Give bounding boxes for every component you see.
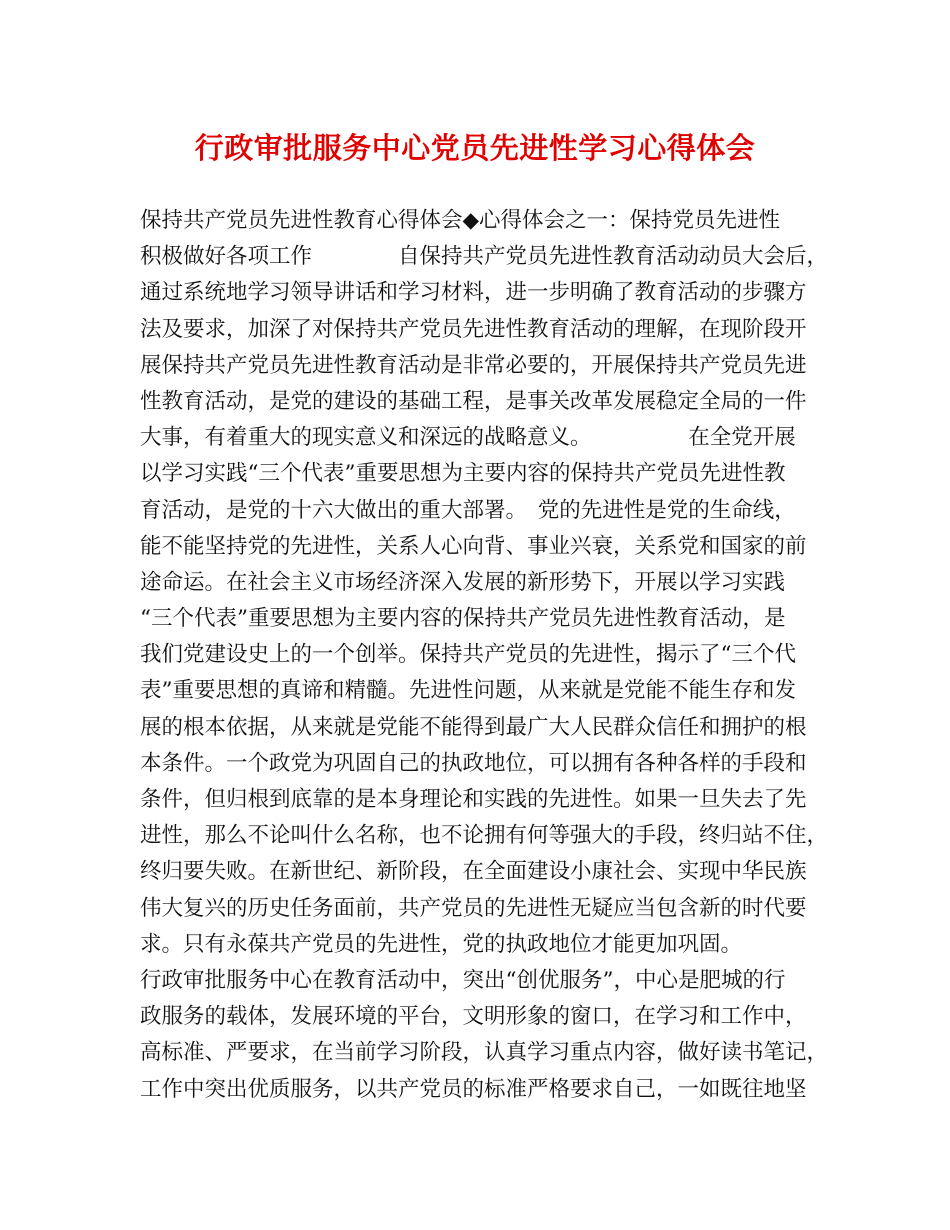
- body-line: 进性，那么不论叫什么名称，也不论拥有何等强大的手段，终归站不住，: [140, 823, 829, 849]
- body-line: 性教育活动，是党的建设的基础工程，是事关改革发展稳定全局的一件: [140, 388, 807, 414]
- body-line: “三个代表”重要思想为主要内容的保持共产党员先进性教育活动，是: [140, 606, 786, 632]
- body-line: 我们党建设史上的一个创举。保持共产党员的先进性，揭示了“三个代: [140, 642, 796, 668]
- document-body: [140, 203, 830, 1108]
- body-line: 工作中突出优质服务，以共产党员的标准严格要求自己，一如既往地坚: [140, 1076, 807, 1102]
- body-line: 以学习实践“三个代表”重要思想为主要内容的保持共产党员先进性教: [140, 461, 786, 487]
- body-line: 本条件。一个政党为巩固自己的执政地位，可以拥有各种各样的手段和: [140, 750, 807, 776]
- body-line: 伟大复兴的历史任务面前，共产党员的先进性无疑应当包含新的时代要: [140, 895, 807, 921]
- body-line: 途命运。在社会主义市场经济深入发展的新形势下，开展以学习实践: [140, 569, 786, 595]
- body-line: 展保持共产党员先进性教育活动是非常必要的，开展保持共产党员先进: [140, 352, 807, 378]
- body-line: 法及要求，加深了对保持共产党员先进性教育活动的理解，在现阶段开: [140, 316, 807, 342]
- document-title: 行政审批服务中心党员先进性学习心得体会: [194, 131, 756, 165]
- body-line: 求。只有永葆共产党员的先进性，党的执政地位才能更加巩固。: [140, 931, 743, 957]
- body-line: 展的根本依据，从来就是党能不能得到最广大人民群众信任和拥护的根: [140, 714, 807, 740]
- body-line: 大事，有着重大的现实意义和深远的战略意义。 在全党开展: [140, 425, 796, 451]
- body-line: 积极做好各项工作 自保持共产党员先进性教育活动动员大会后，: [140, 244, 829, 270]
- body-line: 能不能坚持党的先进性，关系人心向背、事业兴衰，关系党和国家的前: [140, 533, 807, 559]
- body-line: 政服务的载体，发展环境的平台，文明形象的窗口，在学习和工作中，: [140, 1004, 807, 1030]
- body-line: 通过系统地学习领导讲话和学习材料，进一步明确了教育活动的步骤方: [140, 280, 807, 306]
- body-line: 终归要失败。在新世纪、新阶段，在全面建设小康社会、实现中华民族: [140, 859, 807, 885]
- body-line: 条件，但归根到底靠的是本身理论和实践的先进性。如果一旦失去了先: [140, 787, 807, 812]
- body-line: 高标准、严要求，在当前学习阶段，认真学习重点内容，做好读书笔记，: [140, 1040, 829, 1066]
- body-line: 表”重要思想的真谛和精髓。先进性问题，从来就是党能不能生存和发: [140, 678, 796, 704]
- body-line: 行政审批服务中心在教育活动中，突出“创优服务”，中心是肥城的行: [140, 967, 786, 993]
- body-line: 育活动，是党的十六大做出的重大部署。 党的先进性是党的生命线，: [140, 497, 796, 523]
- body-line: 保持共产党员先进性教育心得体会◆心得体会之一：保持党员先进性: [140, 208, 781, 233]
